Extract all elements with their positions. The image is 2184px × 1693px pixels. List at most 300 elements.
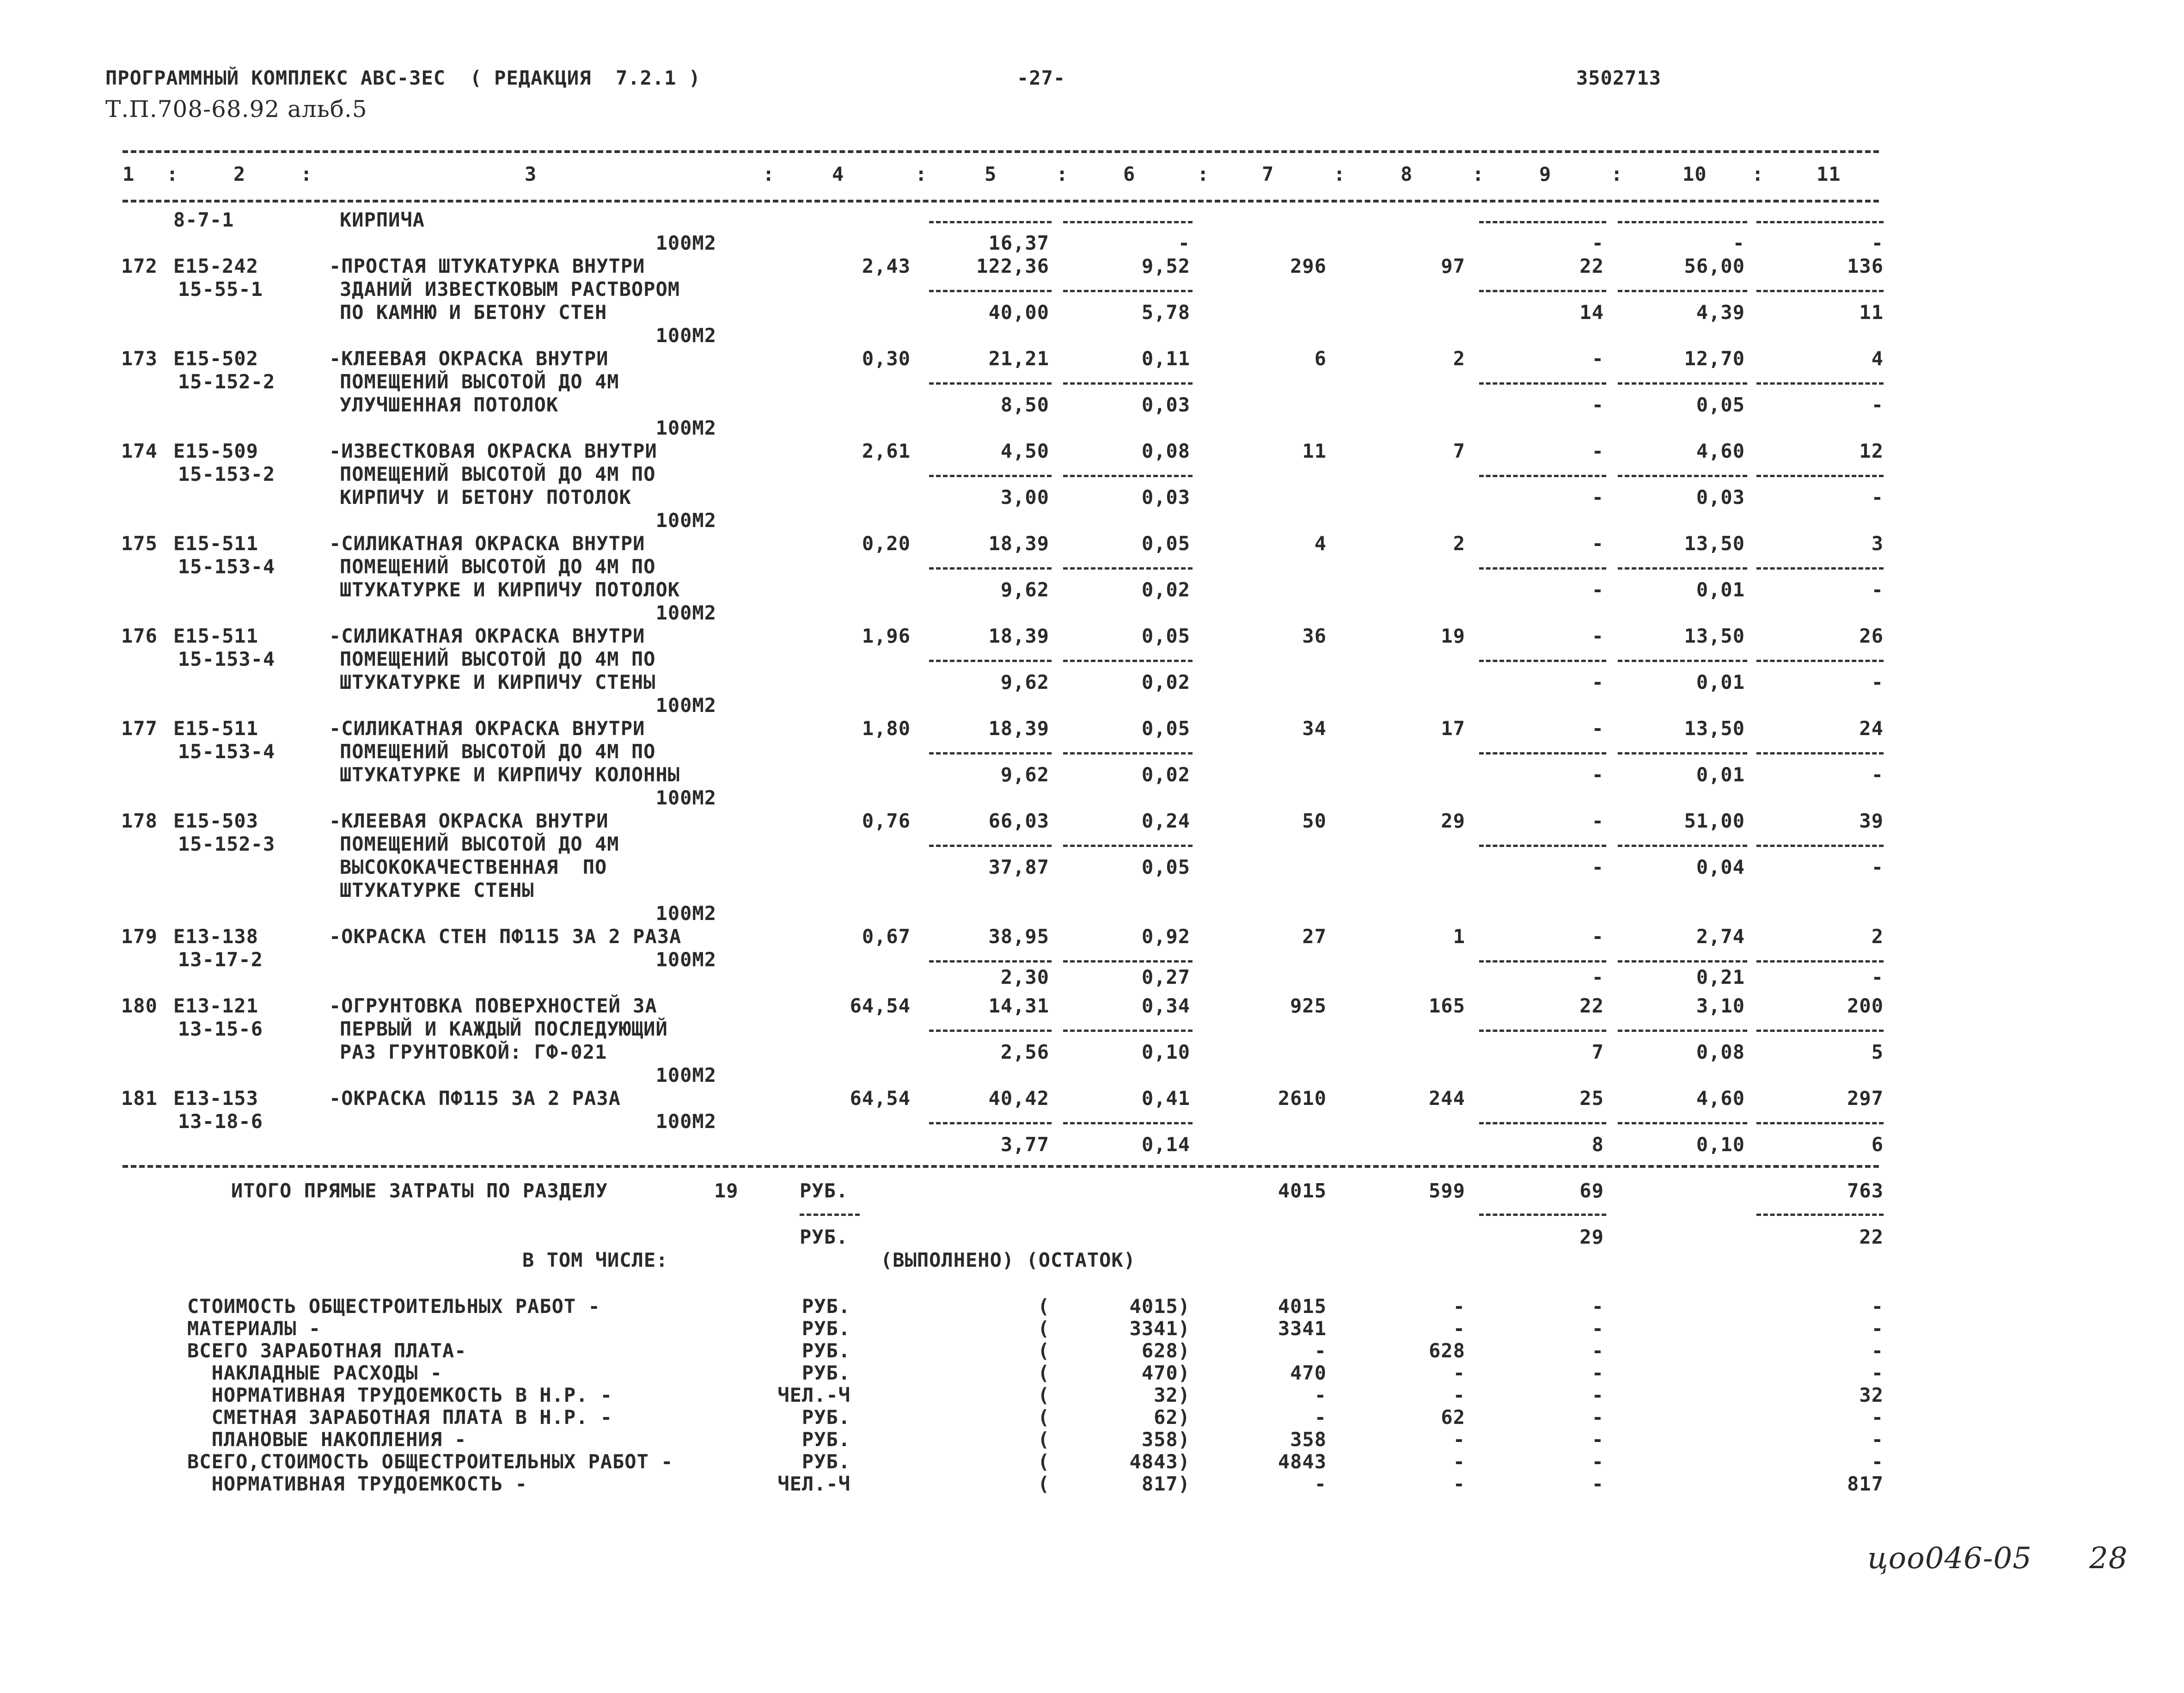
value-separator	[1063, 382, 1193, 385]
cost-line-value-7: 470	[1290, 1362, 1327, 1384]
quantity: 1,80	[862, 717, 911, 740]
cost-line-value-11: -	[1871, 1317, 1884, 1340]
unit-wages: 9,62	[1000, 763, 1049, 786]
rate-reference: 15-153-4	[178, 648, 275, 670]
operator-labour-per-unit: 0,01	[1696, 763, 1745, 786]
labour-total: 297	[1847, 1087, 1884, 1110]
value-separator	[1756, 660, 1884, 662]
value-separator	[1756, 382, 1884, 385]
value-separator	[1756, 1122, 1884, 1124]
unit-of-measure: 100М2	[655, 902, 716, 925]
bracket: (	[1038, 1384, 1050, 1406]
operator-labour-total: -	[1871, 393, 1884, 416]
cost-line-value-11: -	[1871, 1295, 1884, 1318]
completed-value: 358)	[1141, 1428, 1190, 1451]
labour-per-unit: 13,50	[1684, 625, 1745, 647]
operator-labour-total: 11	[1859, 301, 1884, 324]
operator-labour-total: -	[1871, 486, 1884, 509]
quantity: 2,61	[862, 440, 911, 462]
value-separator	[1479, 475, 1606, 477]
rate-code: Е15-511	[173, 532, 259, 555]
unit-wages: 9,62	[1000, 578, 1049, 601]
column-header-5: 5	[985, 163, 997, 185]
cost-line-value-9: -	[1591, 1362, 1604, 1384]
labour-per-unit: 13,50	[1684, 717, 1745, 740]
cost-line-label: МАТЕРИАЛЫ -	[187, 1317, 321, 1340]
header-rule-top	[122, 150, 1879, 153]
cost-line-label: ВСЕГО ЗАРАБОТНАЯ ПЛАТА-	[187, 1339, 467, 1362]
cost-line-value-9: -	[1591, 1428, 1604, 1451]
unit-cost-machines: 0,24	[1141, 810, 1190, 832]
row-number: 179	[121, 925, 158, 948]
cost-line-value-8: -	[1453, 1362, 1465, 1384]
value-separator	[1063, 221, 1193, 223]
unit-cost-total: 18,39	[988, 717, 1049, 740]
rate-code: Е13-153	[173, 1087, 259, 1110]
sheet-number: 28	[2089, 1541, 2128, 1576]
unit-wages: 40,00	[988, 301, 1049, 324]
value-separator	[1479, 752, 1606, 754]
operator-labour-total: 6	[1871, 1133, 1884, 1156]
cost-line-value-7: 4015	[1278, 1295, 1327, 1318]
value-separator	[1479, 382, 1606, 385]
rate-code: Е15-511	[173, 625, 259, 647]
rate-reference: 15-153-2	[178, 463, 275, 485]
machine-cost: -	[1591, 532, 1604, 555]
unit-cost-machines: 0,41	[1141, 1087, 1190, 1110]
column-separator: :	[915, 163, 928, 185]
cost-line-value-9: -	[1591, 1384, 1604, 1406]
labour-total: 2	[1871, 925, 1884, 948]
unit-machine-wages: 0,02	[1141, 578, 1190, 601]
value-separator	[1618, 382, 1747, 385]
value-separator	[1618, 845, 1747, 847]
labour-total: 200	[1847, 994, 1884, 1017]
cost-line-value-9: -	[1591, 1406, 1604, 1429]
value-separator	[929, 960, 1052, 963]
work-description-line: ШТУКАТУРКЕ И КИРПИЧУ ПОТОЛОК	[340, 578, 680, 601]
machine-cost: -	[1591, 717, 1604, 740]
bracket: (	[1038, 1472, 1050, 1495]
completed-value: 4843)	[1129, 1450, 1190, 1473]
row-number: 178	[121, 810, 158, 832]
labour-per-unit: 12,70	[1684, 347, 1745, 370]
completed-value: 470)	[1141, 1362, 1190, 1384]
cost-line-value-7: -	[1314, 1339, 1327, 1362]
cost-line-value-8: -	[1453, 1428, 1465, 1451]
value-separator	[1063, 567, 1193, 570]
total-cost: 27	[1302, 925, 1327, 948]
rate-code: Е15-502	[173, 347, 259, 370]
completed-value: 3341)	[1129, 1317, 1190, 1340]
value-separator	[929, 845, 1052, 847]
unit-cost-machines: 0,92	[1141, 925, 1190, 948]
value-separator	[1479, 1122, 1606, 1124]
bracket: (	[1038, 1339, 1050, 1362]
column-header-8: 8	[1401, 163, 1413, 185]
operator-labour-per-unit: 0,21	[1696, 966, 1745, 988]
work-description-line: ШТУКАТУРКЕ СТЕНЫ	[340, 879, 534, 902]
row-number: 175	[121, 532, 158, 555]
bracket: (	[1038, 1317, 1050, 1340]
value-separator	[1479, 1030, 1606, 1032]
total-cost: 11	[1302, 440, 1327, 462]
value-separator	[929, 752, 1052, 754]
prev-item-value-9: -	[1591, 232, 1604, 254]
cost-line-label: ПЛАНОВЫЕ НАКОПЛЕНИЯ -	[187, 1428, 467, 1451]
unit-cost-total: 122,36	[976, 255, 1049, 277]
value-separator	[1479, 567, 1606, 570]
rate-code: Е13-138	[173, 925, 259, 948]
prev-item-value-11: -	[1871, 232, 1884, 254]
program-header: ПРОГРАММНЫЙ КОМПЛЕКС АВС-3ЕС ( РЕДАКЦИЯ 7.2.1 )	[105, 67, 701, 89]
row-number: 176	[121, 625, 158, 647]
total-wages: 19	[1441, 625, 1465, 647]
completed-value: 62)	[1154, 1406, 1190, 1429]
rate-reference: 15-153-4	[178, 555, 275, 578]
labour-total: 24	[1859, 717, 1884, 740]
operator-labour-total: -	[1871, 966, 1884, 988]
labour-total: 3	[1871, 532, 1884, 555]
value-separator	[1063, 1030, 1193, 1032]
cost-line-value-9: -	[1591, 1472, 1604, 1495]
row-number: 173	[121, 347, 158, 370]
unit-machine-wages: 0,02	[1141, 671, 1190, 693]
work-description-line: УЛУЧШЕННАЯ ПОТОЛОК	[340, 393, 559, 416]
operator-labour-total: 5	[1871, 1041, 1884, 1063]
cost-line-value-8: -	[1453, 1317, 1465, 1340]
section-number: 19	[714, 1179, 739, 1202]
total-rule	[122, 1165, 1879, 1168]
archive-stamp: цоо046-05	[1867, 1541, 2032, 1576]
value-separator	[1618, 1030, 1747, 1032]
operator-labour-per-unit: 0,01	[1696, 578, 1745, 601]
total-cost: 2610	[1278, 1087, 1327, 1110]
quantity: 64,54	[850, 994, 911, 1017]
header-rule-bottom	[122, 200, 1879, 202]
column-separator: :	[166, 163, 179, 185]
column-header-4: 4	[832, 163, 844, 185]
unit-wages: 2,30	[1000, 966, 1049, 988]
operator-labour-per-unit: 0,08	[1696, 1041, 1745, 1063]
value-separator	[929, 1030, 1052, 1032]
completed-value: 32)	[1154, 1384, 1190, 1406]
cost-line-value-11: -	[1871, 1362, 1884, 1384]
value-separator	[929, 1122, 1052, 1124]
bracket: (	[1038, 1362, 1050, 1384]
operator-labour-per-unit: 0,04	[1696, 856, 1745, 878]
machine-wages: -	[1591, 966, 1604, 988]
work-description-line: ШТУКАТУРКЕ И КИРПИЧУ КОЛОННЫ	[340, 763, 680, 786]
value-separator	[1756, 221, 1884, 223]
row-number: 177	[121, 717, 158, 740]
cost-line-label: СМЕТНАЯ ЗАРАБОТНАЯ ПЛАТА В Н.Р. -	[187, 1406, 613, 1429]
value-separator	[1479, 845, 1606, 847]
row-number: 174	[121, 440, 158, 462]
work-description-line: ПОМЕЩЕНИЙ ВЫСОТОЙ ДО 4М ПО	[340, 648, 656, 670]
labour-total: 136	[1847, 255, 1884, 277]
cost-line-value-11: -	[1871, 1406, 1884, 1429]
value-separator	[1479, 1214, 1606, 1216]
unit-machine-wages: 5,78	[1141, 301, 1190, 324]
value-separator	[1063, 660, 1193, 662]
column-header-7: 7	[1262, 163, 1274, 185]
cost-line-value-7: -	[1314, 1406, 1327, 1429]
prev-item-value-10: -	[1732, 232, 1745, 254]
value-separator	[929, 567, 1052, 570]
cost-line-value-11: -	[1871, 1428, 1884, 1451]
work-description-line: ЗДАНИЙ ИЗВЕСТКОВЫМ РАСТВОРОМ	[340, 278, 680, 301]
column-header-1: 1	[122, 163, 135, 185]
value-separator	[1618, 660, 1747, 662]
labour-per-unit: 2,74	[1696, 925, 1745, 948]
column-header-3: 3	[525, 163, 537, 185]
unit-cost-machines: 0,11	[1141, 347, 1190, 370]
quantity: 64,54	[850, 1087, 911, 1110]
rate-code: Е15-509	[173, 440, 259, 462]
rate-code: Е13-121	[173, 994, 259, 1017]
cost-line-value-11: 32	[1859, 1384, 1884, 1406]
labour-total: 4	[1871, 347, 1884, 370]
rate-reference: 15-152-3	[178, 833, 275, 855]
total-cost: 50	[1302, 810, 1327, 832]
unit-machine-wages: 0,10	[1141, 1041, 1190, 1063]
labour-total: 39	[1859, 810, 1884, 832]
machine-wages: -	[1591, 763, 1604, 786]
quantity: 0,20	[862, 532, 911, 555]
cost-line-value-7: 4843	[1278, 1450, 1327, 1473]
total-labour-sum: 763	[1847, 1179, 1884, 1202]
unit-cost-machines: 0,08	[1141, 440, 1190, 462]
total-wages: 17	[1441, 717, 1465, 740]
cost-line-value-8: -	[1453, 1295, 1465, 1318]
unit-cost-machines: 0,05	[1141, 625, 1190, 647]
prev-item-value-6: -	[1178, 232, 1190, 254]
column-separator: :	[1611, 163, 1623, 185]
cost-line-unit: РУБ.	[801, 1428, 850, 1451]
quantity: 0,30	[862, 347, 911, 370]
operator-labour-per-unit: 0,03	[1696, 486, 1745, 509]
completed-value: 817)	[1141, 1472, 1190, 1495]
work-description-line: -ОКРАСКА ПФ115 ЗА 2 РАЗА	[329, 1087, 621, 1110]
value-separator	[929, 221, 1052, 223]
work-description-line: -ПРОСТАЯ ШТУКАТУРКА ВНУТРИ	[329, 255, 645, 277]
machine-cost: 25	[1579, 1087, 1604, 1110]
total-wages: 7	[1453, 440, 1465, 462]
unit-cost-total: 4,50	[1000, 440, 1049, 462]
work-description-line: РАЗ ГРУНТОВКОЙ: ГФ-021	[340, 1041, 607, 1063]
cost-line-value-8: -	[1453, 1472, 1465, 1495]
total-wages: 165	[1429, 994, 1465, 1017]
rate-code: Е15-242	[173, 255, 259, 277]
machine-cost: -	[1591, 440, 1604, 462]
value-separator	[1618, 1122, 1747, 1124]
total-label: ИТОГО ПРЯМЫЕ ЗАТРАТЫ ПО РАЗДЕЛУ	[231, 1179, 608, 1202]
value-separator	[929, 290, 1052, 292]
completed-value: 628)	[1141, 1339, 1190, 1362]
rate-reference: 13-17-2	[178, 948, 263, 971]
unit-cost-total: 40,42	[988, 1087, 1049, 1110]
column-header-10: 10	[1682, 163, 1707, 185]
value-separator	[1756, 752, 1884, 754]
cost-line-unit: РУБ.	[801, 1295, 850, 1318]
work-description-line: -ОКРАСКА СТЕН ПФ115 ЗА 2 РАЗА	[329, 925, 682, 948]
cost-line-value-11: 817	[1847, 1472, 1884, 1495]
unit-wages: 37,87	[988, 856, 1049, 878]
quantity: 1,96	[862, 625, 911, 647]
row-number: 181	[121, 1087, 158, 1110]
cost-line-value-9: -	[1591, 1450, 1604, 1473]
operator-labour-total: -	[1871, 763, 1884, 786]
work-description-line: -СИЛИКАТНАЯ ОКРАСКА ВНУТРИ	[329, 532, 645, 555]
value-separator	[1618, 475, 1747, 477]
including-label: В ТОМ ЧИСЛЕ:	[522, 1249, 668, 1271]
column-header-9: 9	[1539, 163, 1552, 185]
value-separator	[1479, 960, 1606, 963]
value-separator	[1063, 752, 1193, 754]
column-separator: :	[1197, 163, 1210, 185]
unit-wages: 8,50	[1000, 393, 1049, 416]
cost-line-unit: ЧЕЛ.-Ч	[777, 1384, 850, 1406]
value-separator	[1618, 290, 1747, 292]
page-number: -27-	[1017, 67, 1066, 89]
cost-line-unit: РУБ.	[801, 1362, 850, 1384]
labour-total: 26	[1859, 625, 1884, 647]
column-separator: :	[300, 163, 313, 185]
work-description-line: -ОГРУНТОВКА ПОВЕРХНОСТЕЙ ЗА	[329, 994, 657, 1017]
document-code: 3502713	[1576, 67, 1662, 89]
machine-wages: -	[1591, 393, 1604, 416]
unit-cost-machines: 0,05	[1141, 717, 1190, 740]
quantity: 2,43	[862, 255, 911, 277]
work-description-line: ВЫСОКОКАЧЕСТВЕННАЯ ПО	[340, 856, 607, 878]
work-description-line: -КЛЕЕВАЯ ОКРАСКА ВНУТРИ	[329, 347, 609, 370]
value-separator	[929, 382, 1052, 385]
unit-of-measure: 100М2	[655, 601, 716, 624]
total-cost: 925	[1290, 994, 1327, 1017]
machine-cost: 22	[1579, 255, 1604, 277]
cost-line-unit: РУБ.	[801, 1406, 850, 1429]
bracket: (	[1038, 1428, 1050, 1451]
quantity: 0,76	[862, 810, 911, 832]
operator-labour-per-unit: 0,05	[1696, 393, 1745, 416]
value-separator	[1756, 290, 1884, 292]
value-separator	[1618, 221, 1747, 223]
value-separator	[1063, 290, 1193, 292]
value-separator	[800, 1214, 860, 1216]
labour-per-unit: 3,10	[1696, 994, 1745, 1017]
rate-reference: 15-153-4	[178, 740, 275, 763]
cost-line-value-8: 62	[1441, 1406, 1465, 1429]
work-description-line: -СИЛИКАТНАЯ ОКРАСКА ВНУТРИ	[329, 717, 645, 740]
total-wages: 2	[1453, 532, 1465, 555]
work-description-line: -ИЗВЕСТКОВАЯ ОКРАСКА ВНУТРИ	[329, 440, 657, 462]
value-separator	[1756, 1214, 1884, 1216]
value-separator	[1756, 475, 1884, 477]
work-description-line: ПОМЕЩЕНИЙ ВЫСОТОЙ ДО 4М ПО	[340, 740, 656, 763]
unit-of-measure: 100М2	[655, 786, 716, 809]
total-cost: 296	[1290, 255, 1327, 277]
labour-per-unit: 13,50	[1684, 532, 1745, 555]
album-subtitle: Т.П.708-68.92 альб.5	[105, 96, 367, 123]
cost-line-value-8: -	[1453, 1450, 1465, 1473]
quantity: 0,67	[862, 925, 911, 948]
column-header-2: 2	[233, 163, 246, 185]
labour-per-unit: 4,60	[1696, 440, 1745, 462]
total-operator-labour: 22	[1859, 1226, 1884, 1248]
work-description-line: ПОМЕЩЕНИЙ ВЫСОТОЙ ДО 4М ПО	[340, 463, 656, 485]
work-description-line: ПОМЕЩЕНИЙ ВЫСОТОЙ ДО 4М	[340, 833, 619, 855]
labour-per-unit: 51,00	[1684, 810, 1745, 832]
column-header-11: 11	[1817, 163, 1841, 185]
column-separator: :	[1056, 163, 1069, 185]
work-description-line: -КЛЕЕВАЯ ОКРАСКА ВНУТРИ	[329, 810, 609, 832]
unit-machine-wages: 0,03	[1141, 393, 1190, 416]
column-separator: :	[1752, 163, 1764, 185]
unit-cost-machines: 0,34	[1141, 994, 1190, 1017]
rate-reference: 15-55-1	[178, 278, 263, 301]
total-wages: 1	[1453, 925, 1465, 948]
work-description-line: ПОМЕЩЕНИЙ ВЫСОТОЙ ДО 4М	[340, 370, 619, 393]
total-machine-sum: 69	[1579, 1179, 1604, 1202]
column-header-6: 6	[1123, 163, 1136, 185]
unit-cost-machines: 9,52	[1141, 255, 1190, 277]
cost-line-label: СТОИМОСТЬ ОБЩЕСТРОИТЕЛЬНЫХ РАБОТ -	[187, 1295, 600, 1318]
unit-cost-total: 18,39	[988, 532, 1049, 555]
total-cost-sum: 4015	[1278, 1179, 1327, 1202]
machine-wages: -	[1591, 486, 1604, 509]
unit-cost-total: 21,21	[988, 347, 1049, 370]
labour-per-unit: 56,00	[1684, 255, 1745, 277]
machine-wages: -	[1591, 578, 1604, 601]
rate-code: Е15-511	[173, 717, 259, 740]
prev-item-value-5: 16,37	[988, 232, 1049, 254]
cost-line-label: НОРМАТИВНАЯ ТРУДОЕМКОСТЬ -	[187, 1472, 528, 1495]
machine-wages: 8	[1591, 1133, 1604, 1156]
prev-item-unit: 100М2	[655, 232, 716, 254]
total-machine-wages: 29	[1579, 1226, 1604, 1248]
unit-machine-wages: 0,02	[1141, 763, 1190, 786]
unit-cost-total: 18,39	[988, 625, 1049, 647]
completed-value: 4015)	[1129, 1295, 1190, 1318]
unit-cost-total: 66,03	[988, 810, 1049, 832]
column-separator: :	[1334, 163, 1346, 185]
total-cost: 4	[1314, 532, 1327, 555]
operator-labour-total: -	[1871, 856, 1884, 878]
row-number: 172	[121, 255, 158, 277]
cost-line-unit: РУБ.	[801, 1339, 850, 1362]
rate-reference: 15-152-2	[178, 370, 275, 393]
value-separator	[1618, 752, 1747, 754]
rate-reference: 13-18-6	[178, 1110, 263, 1133]
operator-labour-per-unit: 4,39	[1696, 301, 1745, 324]
labour-per-unit: 4,60	[1696, 1087, 1745, 1110]
total-wages: 2	[1453, 347, 1465, 370]
operator-labour-per-unit: 0,01	[1696, 671, 1745, 693]
total-unit-secondary: РУБ.	[800, 1226, 849, 1248]
unit-of-measure: 100М2	[655, 1064, 716, 1086]
status-header: (ВЫПОЛНЕНО) (ОСТАТОК)	[881, 1249, 1136, 1271]
value-separator	[1063, 960, 1193, 963]
operator-labour-total: -	[1871, 671, 1884, 693]
operator-labour-total: -	[1871, 578, 1884, 601]
column-separator: :	[763, 163, 775, 185]
value-separator	[1756, 845, 1884, 847]
cost-line-value-11: -	[1871, 1450, 1884, 1473]
cost-line-value-7: 3341	[1278, 1317, 1327, 1340]
work-description-line: -СИЛИКАТНАЯ ОКРАСКА ВНУТРИ	[329, 625, 645, 647]
total-cost: 36	[1302, 625, 1327, 647]
